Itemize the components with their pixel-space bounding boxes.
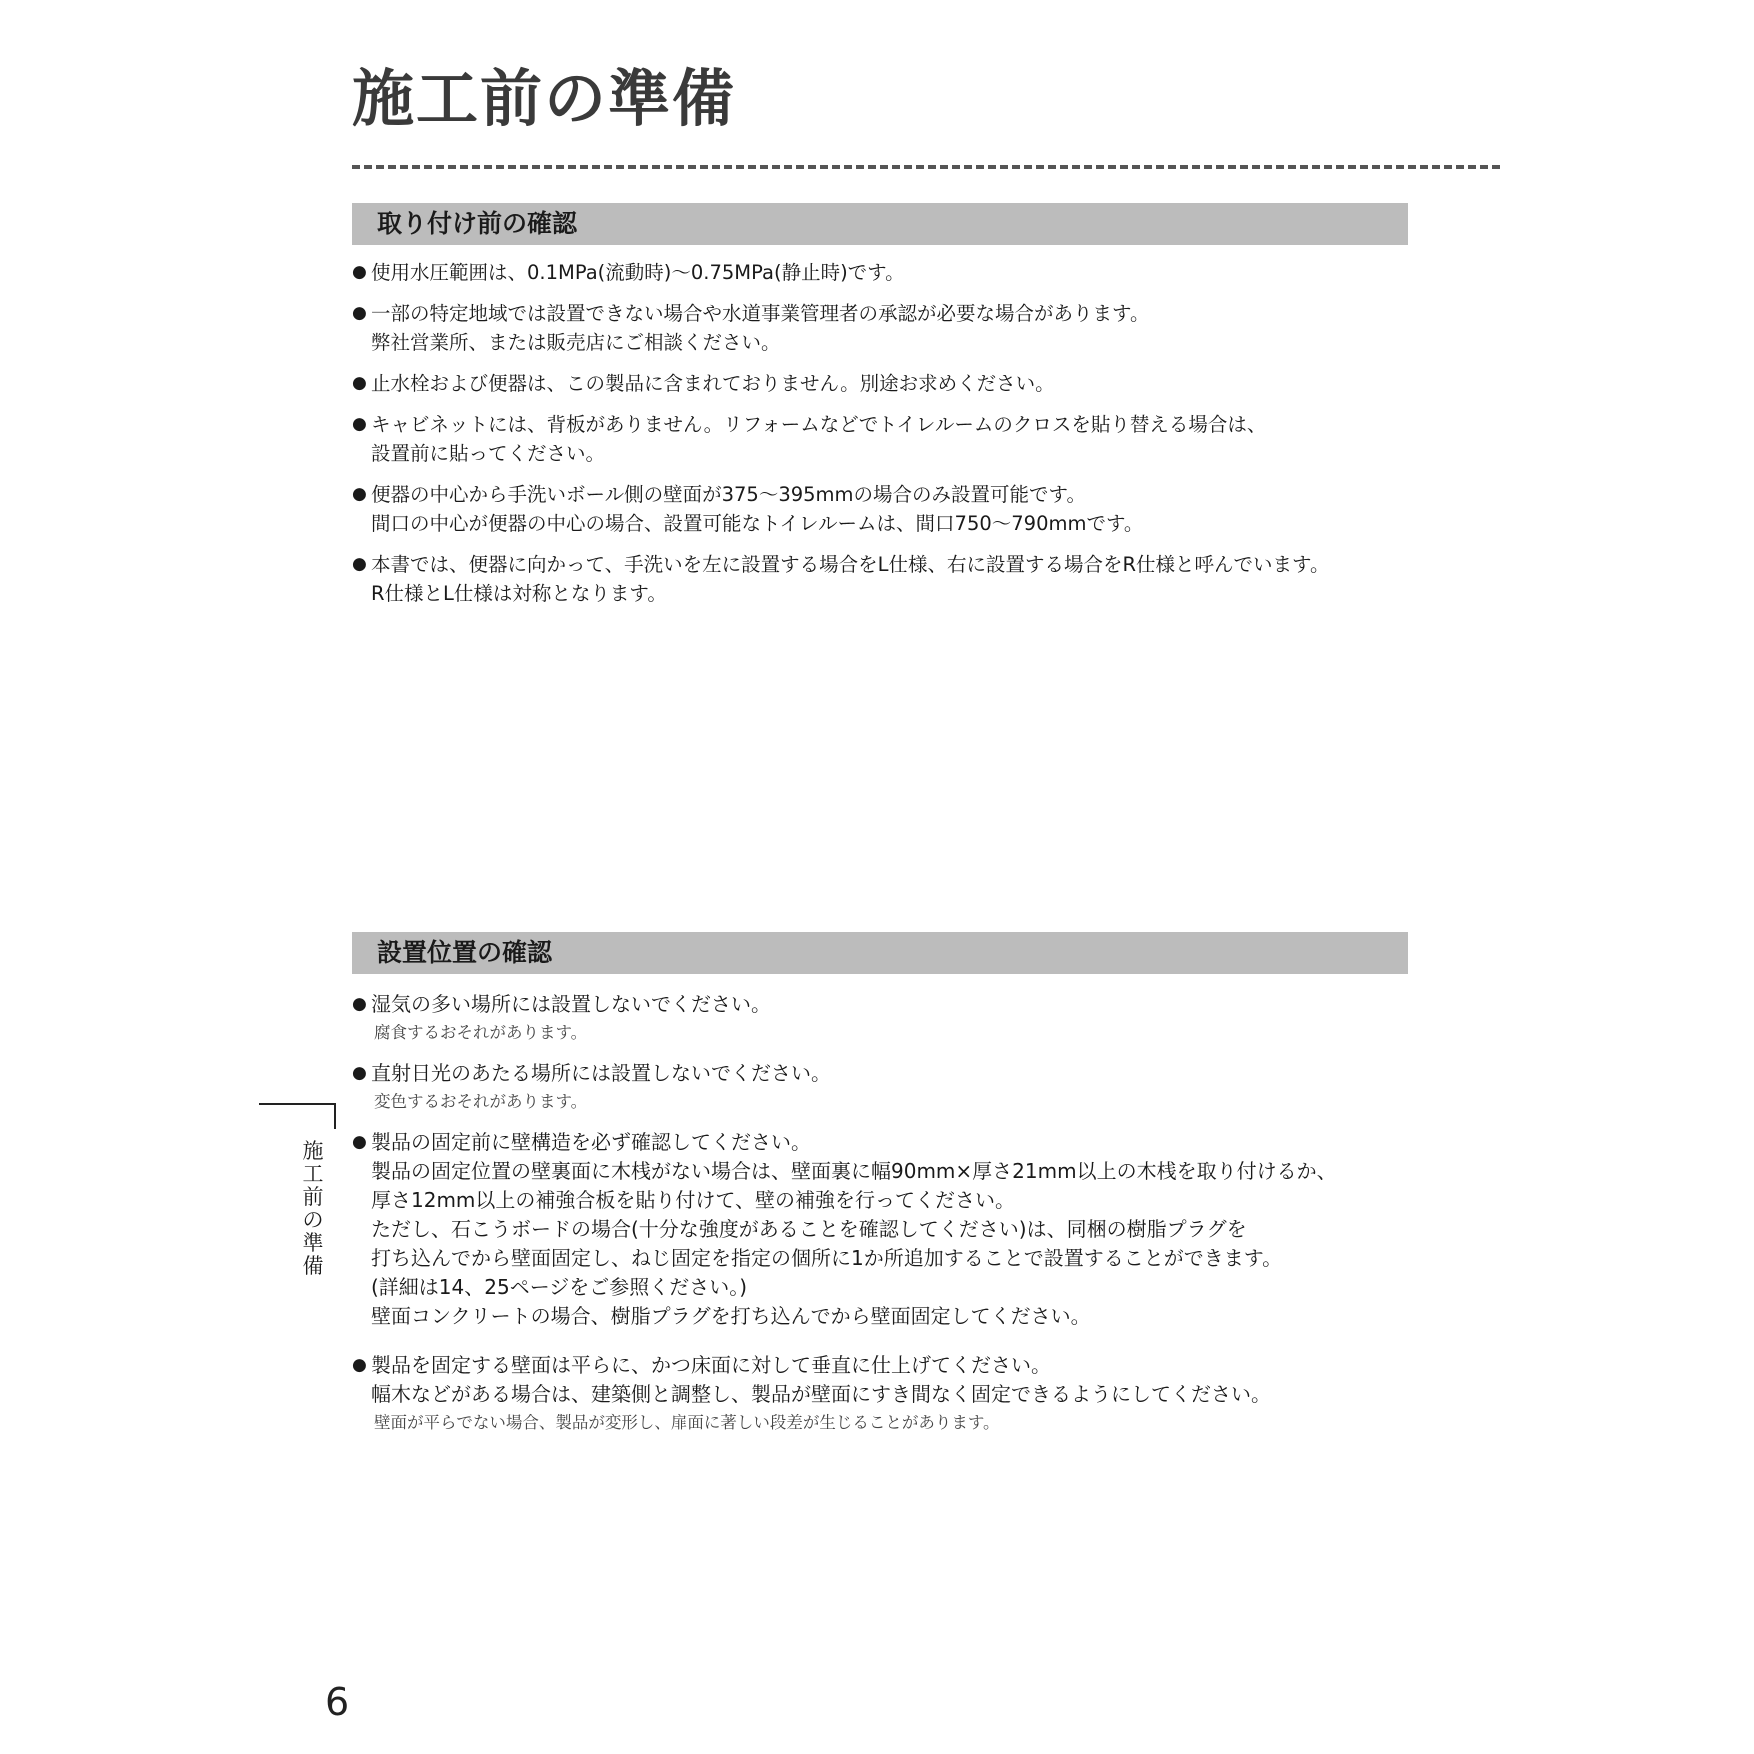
item-note: 変色するおそれがあります。 <box>374 1092 588 1111</box>
chapter-tab-char: 準 <box>302 1231 324 1255</box>
item-text: 本書では、便器に向かって、手洗いを左に設置する場合をL仕様、右に設置する場合をR仕様と呼んでいます。 <box>371 553 1330 576</box>
chapter-tab-marker <box>259 1103 336 1129</box>
title-dashed-divider <box>352 165 1500 169</box>
item-text: 止水栓および便器は、この製品に含まれておりません。別途お求めください。 <box>371 372 1055 395</box>
bullet-icon: ● <box>352 414 367 434</box>
section-header-pre-install <box>352 203 1408 245</box>
item-text: 直射日光のあたる場所には設置しないでください。 <box>371 1061 831 1085</box>
item-text: 製品を固定する壁面は平らに、かつ床面に対して垂直に仕上げてください。 <box>371 1353 1051 1377</box>
bullet-icon: ● <box>352 262 367 282</box>
chapter-tab-char: 前 <box>302 1185 324 1209</box>
chapter-tab-char: の <box>302 1208 324 1232</box>
item-text: 弊社営業所、または販売店にご相談ください。 <box>371 331 781 354</box>
list-item <box>352 550 1402 608</box>
bullet-icon: ● <box>352 554 367 574</box>
item-text: 厚さ12mm以上の補強合板を貼り付けて、壁の補強を行ってください。 <box>371 1188 1016 1212</box>
item-text: 幅木などがある場合は、建築側と調整し、製品が壁面にすき間なく固定できるようにしてください。 <box>371 1382 1271 1406</box>
chapter-tab-char: 施 <box>302 1139 324 1163</box>
item-text: R仕様とL仕様は対称となります。 <box>371 582 667 605</box>
item-text: 打ち込んでから壁面固定し、ねじ固定を指定の個所に1か所追加することで設置することができます。 <box>371 1246 1283 1270</box>
item-text: 間口の中心が便器の中心の場合、設置可能なトイレルームは、間口750〜790mmです。 <box>371 512 1144 535</box>
item-text: ただし、石こうボードの場合(十分な強度があることを確認してください)は、同梱の樹脂プラグを <box>371 1217 1247 1241</box>
bullet-icon: ● <box>352 1132 367 1152</box>
item-text: 便器の中心から手洗いボール側の壁面が375〜395mmの場合のみ設置可能です。 <box>371 483 1086 506</box>
item-note: 腐食するおそれがあります。 <box>374 1023 588 1042</box>
chapter-tab-label <box>301 1140 325 1278</box>
item-text: 湿気の多い場所には設置しないでください。 <box>371 992 771 1016</box>
item-text: 設置前に貼ってください。 <box>371 442 606 465</box>
page-title: 施工前の準備 <box>352 62 737 135</box>
list-item <box>352 990 1402 1047</box>
item-text: (詳細は14、25ページをご参照ください。) <box>371 1275 748 1299</box>
bullet-icon: ● <box>352 1063 367 1083</box>
item-note: 壁面が平らでない場合、製品が変形し、扉面に著しい段差が生じることがあります。 <box>374 1413 1000 1432</box>
bullet-icon: ● <box>352 303 367 323</box>
install-location-checklist <box>352 990 1402 1437</box>
list-item <box>352 299 1402 357</box>
section-header-install-location <box>352 932 1408 974</box>
list-item <box>352 410 1402 468</box>
item-text: 製品の固定前に壁構造を必ず確認してください。 <box>371 1130 811 1154</box>
pre-install-checklist <box>352 258 1402 608</box>
item-text: キャビネットには、背板がありません。リフォームなどでトイレルームのクロスを貼り替える場合は、 <box>371 413 1267 436</box>
list-item <box>352 1128 1402 1331</box>
section-heading: 取り付け前の確認 <box>377 209 578 238</box>
list-item <box>352 1351 1402 1437</box>
page-number: 6 <box>325 1680 350 1724</box>
section-heading: 設置位置の確認 <box>377 938 553 967</box>
list-item <box>352 480 1402 538</box>
item-text: 壁面コンクリートの場合、樹脂プラグを打ち込んでから壁面固定してください。 <box>371 1304 1091 1328</box>
list-item <box>352 258 1402 287</box>
bullet-icon: ● <box>352 1355 367 1375</box>
list-item <box>352 1059 1402 1116</box>
item-text: 一部の特定地域では設置できない場合や水道事業管理者の承認が必要な場合があります。 <box>371 302 1150 325</box>
bullet-icon: ● <box>352 373 367 393</box>
item-text: 製品の固定位置の壁裏面に木桟がない場合は、壁面裏に幅90mm×厚さ21mm以上の木桟を取り付けるか、 <box>371 1159 1337 1183</box>
bullet-icon: ● <box>352 994 367 1014</box>
list-item <box>352 369 1402 398</box>
chapter-tab-char: 工 <box>302 1162 324 1186</box>
chapter-tab-char: 備 <box>302 1254 324 1278</box>
item-text: 使用水圧範囲は、0.1MPa(流動時)〜0.75MPa(静止時)です。 <box>371 261 905 284</box>
bullet-icon: ● <box>352 484 367 504</box>
